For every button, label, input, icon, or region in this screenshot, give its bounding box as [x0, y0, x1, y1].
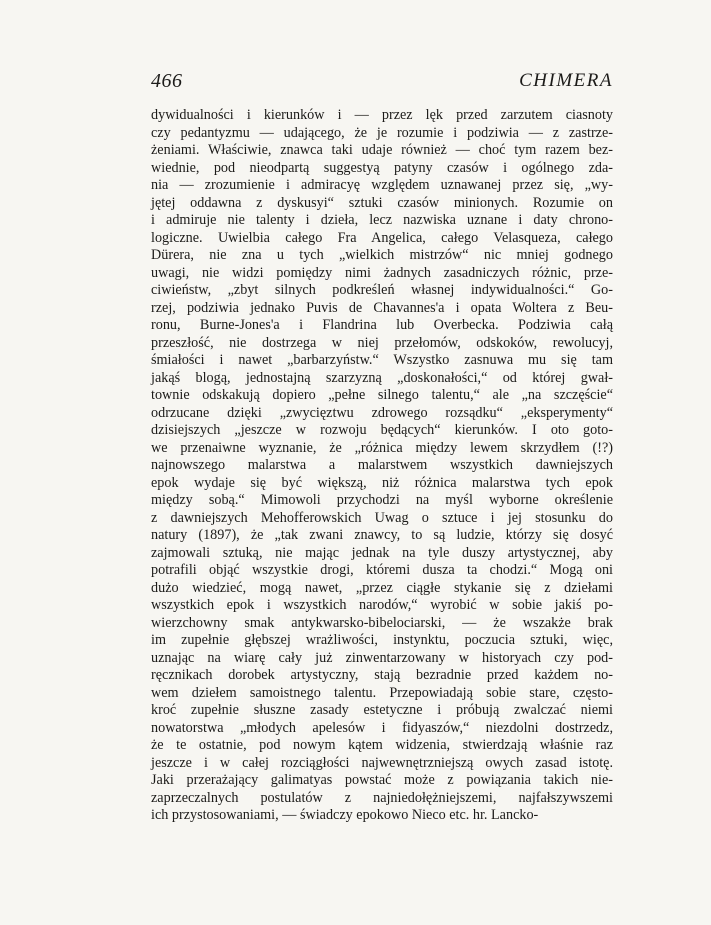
text-line: wem dziełem samoistnego talentu. Przepowiadają sobie stare, często-	[151, 684, 613, 701]
text-line: uwagi, nie widzi pomiędzy nimi żadnych zasadniczych różnic, prze-	[151, 264, 613, 281]
text-line: odrzucane dzięki „zwycięztwu zdrowego rozsądku“ „eksperymenty“	[151, 404, 613, 421]
text-line: i admiruje nie talenty i dzieła, lecz nazwiska uznane i daty chrono-	[151, 212, 613, 228]
journal-title: CHIMERA	[519, 70, 613, 91]
text-line: jakąś blogą, jednostajną szarzyzną „doskonałości,“ od której gwał-	[151, 369, 613, 386]
text-line: ronu, Burne-Jones'a i Flandrina lub Overbecka. Podziwia całą	[151, 317, 613, 333]
text-line: natury (1897), że „tak zwani znawcy, to są ludzie, którzy się dosyć	[151, 527, 613, 543]
text-line: Jaki przerażający galimatyas powstać może z powiązania takich nie-	[151, 772, 613, 788]
text-line: jeszcze i w całej rozciągłości najwewnętrzniejszą owych zasad istotę.	[151, 754, 613, 771]
text-line: logiczne. Uwielbia całego Fra Angelica, całego Velasqueza, całego	[151, 229, 613, 246]
text-line: dywidualności i kierunków i — przez lęk przed zarzutem ciasnoty	[151, 107, 613, 123]
text-line: przeszłość, nie dostrzega w niej przełomów, odskoków, rewolucyj,	[151, 334, 613, 351]
running-head	[151, 70, 613, 94]
text-line: wszystkich epok i wszystkich narodów,“ wyrobić w sobie jakiś po-	[151, 597, 613, 613]
text-line: nowatorstwa „młodych apelesów i fidyaszów,“ niezdolni dostrzedz,	[151, 719, 613, 736]
text-line: między sobą.“ Mimowoli przychodzi na myśl wyborne określenie	[151, 492, 613, 508]
body-text	[151, 107, 613, 825]
page-number: 466	[151, 70, 183, 92]
text-line: Dürera, nie zna u tych „wielkich mistrzów“ nic mniej godnego	[151, 247, 613, 263]
text-line: wierzchowny smak antykwarsko-bibelociarski, — że wszakże brak	[151, 614, 613, 631]
text-line: potrafili objąć wszystkie drogi, któremi dusza ta chodzi.“ Mogą oni	[151, 562, 613, 578]
text-line: zajmowali sztuką, nie mając jednak na tyle duszy artystycznej, aby	[151, 544, 613, 561]
text-line: ich przystosowaniami, — świadczy epokowo Nieco etc. hr. Lancko-	[151, 807, 539, 823]
text-line: ciwieństw, „zbyt silnych podkreśleń własnej indywidualności.“ Go-	[151, 282, 613, 298]
text-line: jętej oddawna z dyskusyi“ sztuki czasów minionych. Rozumie on	[151, 194, 613, 211]
text-line: najnowszego malarstwa a malarstwem wszystkich dawniejszych	[151, 457, 613, 473]
text-line: townie odskakują dopiero „pełne silnego talentu,“ ale „na szczęście“	[151, 387, 613, 403]
text-line: żeniami. Właściwie, znawca taki udaje również — choć tym razem bez-	[151, 142, 613, 158]
text-line: czy pedantyzmu — udającego, że je rozumie i podziwia — z zastrze-	[151, 124, 613, 141]
text-line: im zupełnie głębszej wrażliwości, instynktu, poczucia sztuki, więc,	[151, 632, 613, 648]
text-line: że te ostatnie, pod nowym kątem widzenia, stwierdzają właśnie raz	[151, 737, 613, 753]
text-line: zaprzeczalnych postulatów z najniedołężniejszemi, najfałszywszemi	[151, 789, 613, 806]
text-line: wiednie, pod nieodpartą suggestyą patyny czasów i ogólnego zda-	[151, 159, 613, 176]
text-line: we przenaiwne wyznanie, że „różnica między lewem skrzydłem (!?)	[151, 439, 613, 456]
text-line: dzisiejszych „jeszcze w rozwoju będących“ kierunków. I oto goto-	[151, 422, 613, 438]
text-line: śmiałości i nawet „barbarzyństw.“ Wszystko zasnuwa mu się tam	[151, 352, 613, 368]
text-line: epok wydaje się być większą, niż różnica malarstwa tych epok	[151, 474, 613, 491]
text-line: rzej, podziwia jednako Puvis de Chavannes'a i opata Woltera z Beu-	[151, 299, 613, 316]
text-line: dużo wiedzieć, mogą nawet, „przez ciągłe stykanie się z dziełami	[151, 579, 613, 596]
text-line: kroć zupełnie słuszne zasady estetyczne i próbują zwalczać niemi	[151, 702, 613, 718]
text-line: z dawniejszych Mehofferowskich Uwag o sztuce i jej stosunku do	[151, 509, 613, 526]
text-line: ręcznikach dorobek artystyczny, stają bezradnie przed każdem no-	[151, 667, 613, 683]
text-line: nia — zrozumienie i admiracyę względem uznawanej przez się, „wy-	[151, 177, 613, 193]
text-line: uznając na wiarę cały już zinwentarzowany w historyach czy pod-	[151, 649, 613, 666]
